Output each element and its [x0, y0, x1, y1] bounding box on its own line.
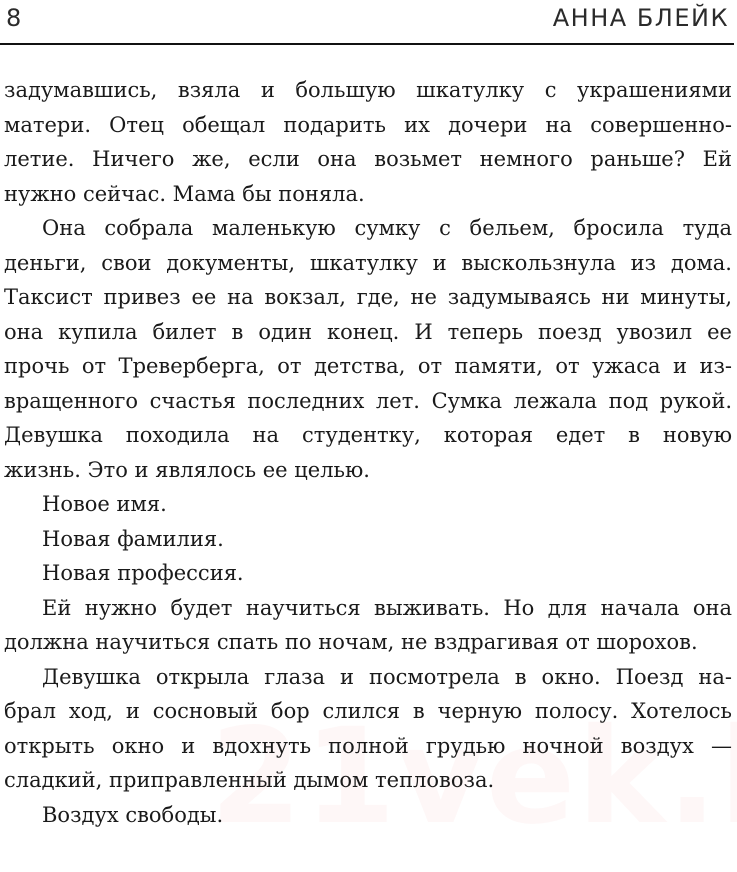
text-line: прочь от Треверберга, от детства, от памяти, от ужаса и из-	[4, 354, 732, 378]
text-line: нужно сейчас. Мама бы поняла.	[4, 181, 365, 206]
text-line: летие. Ничего же, если она возьмет немного раньше? Ей	[4, 147, 732, 171]
page-number: 8	[6, 4, 22, 32]
text-line: задумавшись, взяла и большую шкатулку с украшениями	[4, 78, 732, 102]
text-line: Новое имя.	[42, 492, 167, 516]
text-line: Девушка походила на студентку, которая едет в новую	[4, 423, 732, 447]
text-line: вращенного счастья последних лет. Сумка лежала под рукой.	[4, 388, 732, 413]
text-line: Девушка открыла глаза и посмотрела в окно. Поезд на-	[42, 664, 732, 689]
text-line: Новая профессия.	[42, 561, 244, 585]
text-line: жизнь. Это и являлось ее целью.	[4, 457, 370, 482]
text-line: деньги, свои документы, шкатулку и выскользнула из дома.	[4, 250, 732, 275]
text-line: открыть окно и вдохнуть полной грудью ночной воздух —	[4, 733, 732, 758]
text-line: Ей нужно будет научиться выживать. Но для начала она	[42, 595, 732, 620]
text-line: она купила билет в один конец. И теперь поезд увозил ее	[4, 319, 732, 344]
body-text	[4, 73, 732, 832]
text-line: Таксист привез ее на вокзал, где, не задумываясь ни минуты,	[4, 285, 732, 309]
text-line: должна научиться спать по ночам, не вздрагивая от шорохов.	[4, 630, 698, 654]
text-line: сладкий, приправленный дымом тепловоза.	[4, 768, 495, 792]
running-head	[0, 0, 737, 40]
text-line: Она собрала маленькую сумку с бельем, бросила туда	[42, 216, 732, 240]
text-line: брал ход, и сосновый бор слился в черную полосу. Хотелось	[4, 699, 732, 723]
header-rule	[0, 43, 734, 45]
text-line: Воздух свободы.	[42, 802, 224, 827]
text-line: Новая фамилия.	[42, 526, 224, 551]
text-line: матери. Отец обещал подарить их дочери на совершенно-	[4, 112, 732, 137]
book-author: АННА БЛЕЙК	[552, 4, 729, 32]
